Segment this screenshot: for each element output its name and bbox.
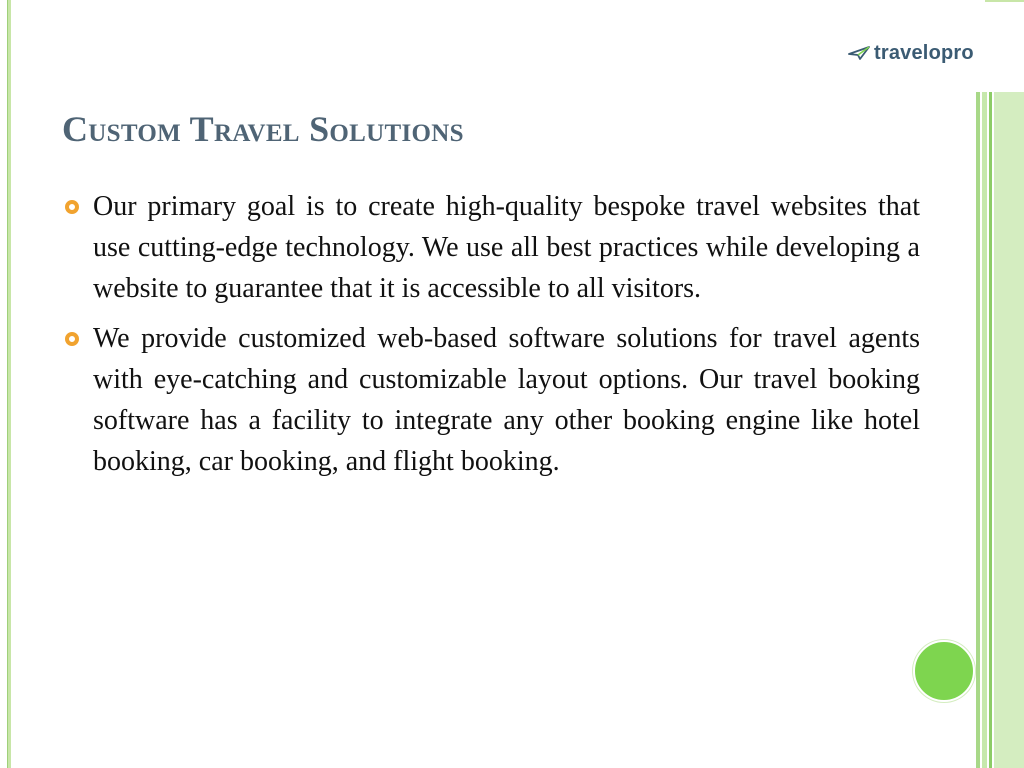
bullet-circle-icon [65,332,79,346]
bullet-text: Our primary goal is to create high-quality bespoke travel websites that use cutting-edge technology. We use all best practices while developing a website to guarantee that it is accessible to all visitors. [93,191,920,304]
paper-plane-icon [848,45,870,61]
bullet-item [62,318,920,482]
bullet-text: We provide customized web-based software solutions for travel agents with eye-catching and customizable layout options. Our travel booking software has a facility to integrate any other booking engine like hotel booking, car booking, and flight booking. [93,323,920,477]
right-stripes-decoration [976,92,1024,768]
stripe [982,92,987,768]
stripe [994,92,1024,768]
logo-text: travelopro [874,41,974,64]
green-circle-decoration [913,640,975,702]
travelopro-logo [848,40,974,66]
top-accent-decoration [985,0,1024,2]
slide-title: Custom Travel Solutions [62,109,464,149]
stripe [976,92,980,768]
bullet-circle-icon [65,200,79,214]
stripe [989,92,992,768]
left-border-decoration [7,0,11,768]
bullet-item [62,186,920,309]
bullet-list [62,186,920,491]
